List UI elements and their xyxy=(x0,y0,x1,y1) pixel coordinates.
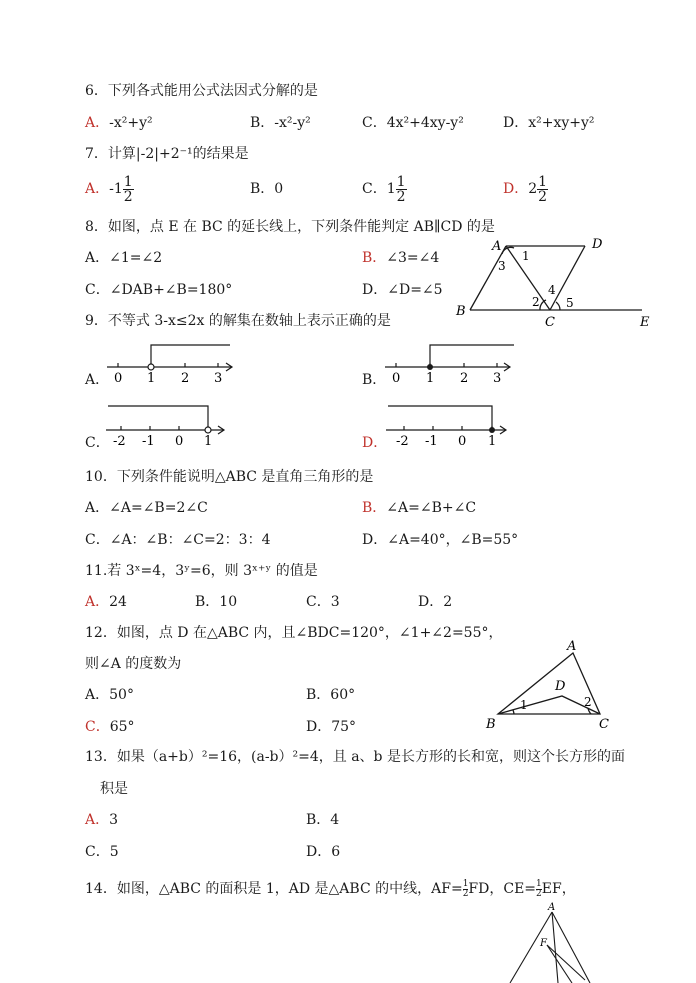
tick-label: 3 xyxy=(214,371,223,386)
tick-label: 1 xyxy=(488,434,497,449)
q10-option-c: C．∠A：∠B：∠C=2：3：4 xyxy=(85,532,271,548)
q11-option-c: C．3 xyxy=(306,594,340,610)
q8-label-b: B xyxy=(456,304,466,319)
q13-option-a: A．3 xyxy=(85,812,119,828)
q13-option-b: B．4 xyxy=(306,812,340,828)
q12-option-a: A．50° xyxy=(85,687,134,703)
q7-option-c: C．1 $\frac{1}{2}$ xyxy=(362,173,406,205)
q9-number-line-d xyxy=(382,400,514,450)
tick-label: 1 xyxy=(426,371,435,386)
tick-label: 1 xyxy=(204,434,213,449)
q12-option-b: B．60° xyxy=(306,687,356,703)
q12-stem-line-1: 12．如图，点 D 在△ABC 内，且∠BDC=120°，∠1+∠2=55°， xyxy=(85,625,503,641)
q9-option-d: D． xyxy=(362,435,388,451)
tick-label: -1 xyxy=(142,434,155,449)
q8-angle-5: 5 xyxy=(566,296,574,310)
tick-label: -2 xyxy=(113,434,126,449)
q11-option-a: A．24 xyxy=(85,594,127,610)
q8-option-c: C．∠DAB+∠B=180° xyxy=(85,282,233,298)
q13-stem-line-1: 13．如果（a+b）²=16，(a-b）²=4，且 a、b 是长方形的长和宽，则这个长方形的面 xyxy=(85,749,625,765)
q9-number-line-b xyxy=(380,340,520,388)
q7-option-d: D．2 $\frac{1}{2}$ xyxy=(503,173,548,205)
q7-option-a: A．-1 $\frac{1}{2}$ xyxy=(85,173,133,205)
tick-label: 2 xyxy=(460,371,469,386)
q6-option-d: D．x²+xy+y² xyxy=(503,115,595,131)
tick-label: -1 xyxy=(425,434,438,449)
tick-label: 2 xyxy=(181,371,190,386)
q6-stem: 6．下列各式能用公式法因式分解的是 xyxy=(85,83,318,99)
q7-option-b: B．0 xyxy=(250,181,284,197)
q9-number-line-c xyxy=(102,400,232,450)
q8-angle-4: 4 xyxy=(548,283,556,297)
q14-label-a: A xyxy=(548,902,556,913)
q12-option-d: D．75° xyxy=(306,719,357,735)
tick-label: -2 xyxy=(396,434,409,449)
q10-option-d: D．∠A=40°，∠B=55° xyxy=(362,532,519,548)
q12-label-c: C xyxy=(599,717,609,732)
q10-option-a: A．∠A=∠B=2∠C xyxy=(85,500,208,516)
q12-angle-1: 1 xyxy=(520,698,528,712)
tick-label: 0 xyxy=(392,371,401,386)
q8-label-e: E xyxy=(640,315,650,330)
q14-label-f: F xyxy=(540,938,547,949)
q8-angle-1: 1 xyxy=(522,249,530,263)
tick-label: 0 xyxy=(458,434,467,449)
q10-stem: 10．下列条件能说明△ABC 是直角三角形的是 xyxy=(85,469,374,485)
tick-label: 0 xyxy=(114,371,123,386)
q8-option-d: D．∠D=∠5 xyxy=(362,282,443,298)
q13-option-c: C．5 xyxy=(85,844,119,860)
tick-label: 3 xyxy=(493,371,502,386)
q11-stem: 11.若 3ˣ=4，3ʸ=6，则 3ˣ⁺ʸ 的值是 xyxy=(85,563,318,579)
q12-option-c: C．65° xyxy=(85,719,135,735)
q6-option-b: B．-x²-y² xyxy=(250,115,311,131)
q9-option-a: A． xyxy=(85,372,110,388)
q10-option-b: B．∠A=∠B+∠C xyxy=(362,500,477,516)
q14-figure xyxy=(500,900,600,983)
tick-label: 0 xyxy=(175,434,184,449)
q8-figure xyxy=(450,232,660,332)
q9-stem: 9．不等式 3-x≤2x 的解集在数轴上表示正确的是 xyxy=(85,313,391,329)
q8-angle-2: 2 xyxy=(532,295,540,309)
q8-angle-3: 3 xyxy=(498,259,506,273)
q8-label-a: A xyxy=(492,239,502,254)
q13-option-d: D．6 xyxy=(306,844,341,860)
q8-label-d: D xyxy=(592,237,603,252)
q12-figure xyxy=(478,636,618,736)
q14-stem: 14．如图，△ABC 的面积是 1，AD 是△ABC 的中线，AF= $\frac{1}{2}FD$，CE= $\frac{1}{2}EF$， xyxy=(85,878,576,899)
q11-option-b: B．10 xyxy=(195,594,238,610)
tick-label: 1 xyxy=(147,371,156,386)
q12-label-d: D xyxy=(555,679,566,694)
q6-option-a: A．-x²+y² xyxy=(85,115,153,131)
q9-number-line-a xyxy=(102,340,242,388)
q8-label-c: C xyxy=(545,315,555,330)
q12-label-a: A xyxy=(567,639,577,654)
q11-option-d: D．2 xyxy=(418,594,453,610)
q12-stem-line-2: 则∠A 的度数为 xyxy=(85,656,182,672)
q13-stem-line-2: 积是 xyxy=(100,781,128,797)
q9-option-c: C． xyxy=(85,435,110,451)
q9-option-b: B． xyxy=(362,372,387,388)
q8-option-b: B．∠3=∠4 xyxy=(362,250,440,266)
q12-angle-2: 2 xyxy=(584,695,592,709)
q6-option-c: C．4x²+4xy-y² xyxy=(362,115,464,131)
q12-label-b: B xyxy=(486,717,496,732)
q8-stem: 8．如图，点 E 在 BC 的延长线上，下列条件能判定 AB∥CD 的是 xyxy=(85,219,495,235)
q8-option-a: A．∠1=∠2 xyxy=(85,250,163,266)
q7-stem: 7．计算|-2|+2⁻¹的结果是 xyxy=(85,146,249,162)
